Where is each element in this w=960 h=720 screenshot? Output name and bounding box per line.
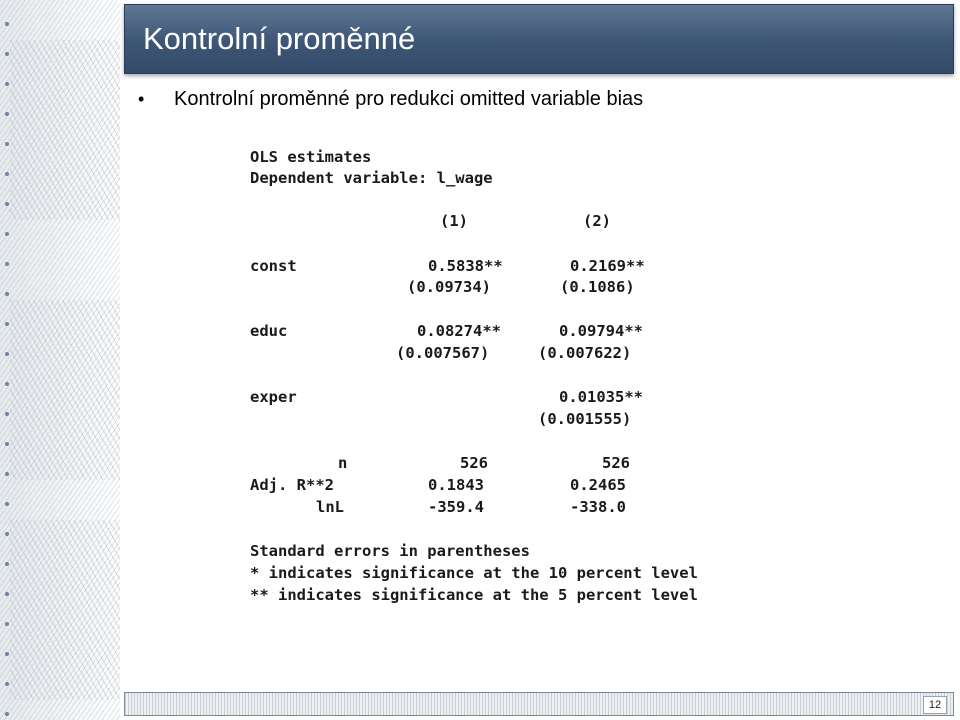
decorative-dot-column [2, 0, 12, 720]
stat-value: 0.2465 [570, 476, 626, 494]
stat-value: 526 [602, 454, 630, 472]
ols-estimates-output [250, 146, 810, 616]
stat-label: n [338, 454, 348, 472]
output-note: * indicates significance at the 10 percent level [250, 564, 698, 582]
stat-value: -338.0 [570, 498, 626, 516]
coefficient: 0.5838** [428, 257, 503, 275]
stat-value: 0.1843 [428, 476, 484, 494]
output-note: Standard errors in parentheses [250, 542, 530, 560]
standard-error: (0.007567) [396, 344, 490, 362]
slide-title: Kontrolní proměnné [143, 21, 416, 56]
decorative-hatch [10, 300, 120, 480]
stat-value: -359.4 [428, 498, 484, 516]
coefficient: 0.09794** [559, 322, 643, 340]
bullet-marker: • [138, 89, 145, 109]
column-header: (2) [583, 212, 611, 230]
dependent-variable-line: Dependent variable: l_wage [250, 169, 493, 187]
variable-name: educ [250, 322, 288, 340]
coefficient: 0.08274** [417, 322, 501, 340]
decorative-hatch [10, 40, 120, 220]
title-bar [124, 4, 954, 74]
stat-label: lnL [316, 498, 344, 516]
variable-name: const [250, 257, 297, 275]
decorative-side-strip [0, 0, 120, 720]
coefficient: 0.01035** [559, 388, 643, 406]
variable-name: exper [250, 388, 297, 406]
page-number: 12 [923, 696, 947, 714]
output-header: OLS estimates [250, 148, 372, 166]
stat-value: 526 [460, 454, 488, 472]
standard-error: (0.001555) [538, 410, 632, 428]
standard-error: (0.1086) [560, 278, 635, 296]
stat-label: Adj. R**2 [250, 476, 334, 494]
coefficient: 0.2169** [570, 257, 645, 275]
bullet-item [138, 88, 643, 111]
standard-error: (0.007622) [538, 344, 632, 362]
bullet-text: Kontrolní proměnné pro redukci omitted variable bias [174, 88, 644, 110]
output-note: ** indicates significance at the 5 percent level [250, 586, 698, 604]
column-header: (1) [440, 212, 468, 230]
standard-error: (0.09734) [407, 278, 491, 296]
decorative-hatch [10, 520, 120, 700]
footer-bar [124, 692, 954, 716]
